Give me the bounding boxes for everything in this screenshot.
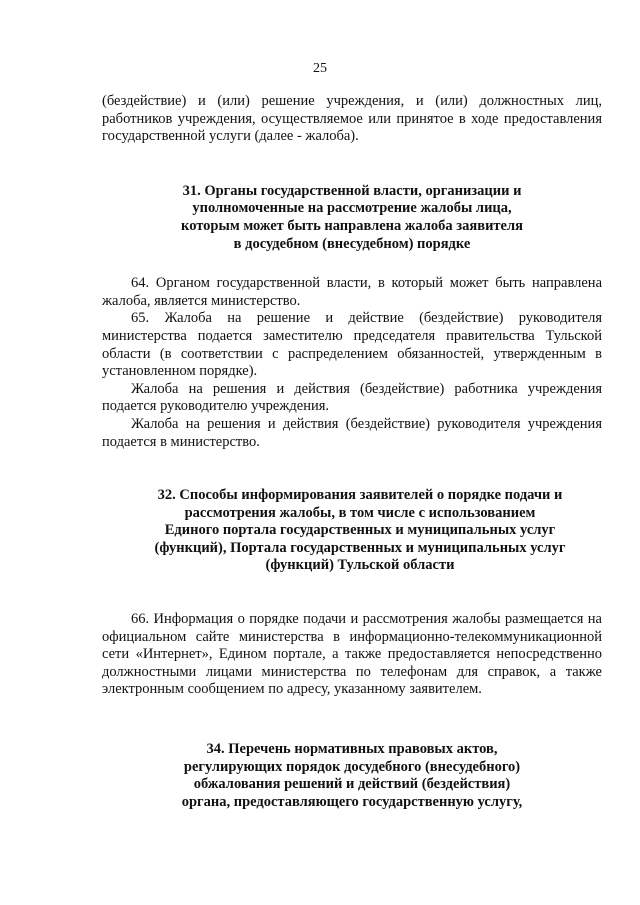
section-31-heading-line: уполномоченные на рассмотрение жалобы лица,	[192, 200, 512, 217]
section-34-heading-line: обжалования решений и действий (бездействия)	[193, 776, 511, 793]
section-31-heading-line: 31. Органы государственной власти, организации и	[182, 182, 522, 199]
section-32-heading-line: 32. Способы информирования заявителей о порядке подачи и	[157, 487, 563, 504]
section-31-heading-line: которым может быть направлена жалоба заявителя	[181, 217, 523, 234]
section-34-heading	[102, 741, 602, 811]
document-body	[102, 93, 602, 811]
paragraph-worker-complaint: Жалоба на решения и действия (бездействие) работника учреждения подается руководителю учреждения.	[102, 380, 602, 415]
section-34-heading-line: 34. Перечень нормативных правовых актов,	[206, 741, 498, 758]
intro-paragraph: (бездействие) и (или) решение учреждения, и (или) должностных лиц, работников учреждения, осуществляемое или принятое в ходе предоставления государственной услуги (далее - жалоба).	[102, 93, 602, 145]
section-32-heading-line: (функций) Тульской области	[265, 557, 455, 574]
section-31-heading-line: в досудебном (внесудебном) порядке	[233, 235, 471, 252]
paragraph-head-complaint: Жалоба на решения и действия (бездействие) руководителя учреждения подается в министерство.	[102, 415, 602, 450]
paragraph-65: 65. Жалоба на решение и действие (бездействие) руководителя министерства подается заместителю председателя правительства Тульской области (в соответствии с распределением обязанностей, утвержденным в установленном порядке).	[102, 310, 602, 380]
page-number: 25	[313, 61, 327, 76]
paragraph-66: 66. Информация о порядке подачи и рассмотрения жалобы размещается на официальном сайте министерства в информационно-телекоммуникационной сети «Интернет», Едином портале, а также предоставляется непосредственно должностными лицами министерства по телефонам для справок, а также электронным сообщением по адресу, указанному заявителем.	[102, 611, 602, 698]
section-31-heading	[102, 183, 602, 253]
section-34-heading-line: органа, предоставляющего государственную услугу,	[181, 793, 523, 810]
section-34-heading-line: регулирующих порядок досудебного (внесудебного)	[183, 758, 521, 775]
section-32-heading	[102, 487, 602, 575]
section-32-heading-line: (функций), Портала государственных и муниципальных услуг	[154, 539, 566, 556]
section-32-heading-line: Единого портала государственных и муниципальных услуг	[164, 522, 556, 539]
paragraph-64: 64. Органом государственной власти, в который может быть направлена жалоба, является министерство.	[102, 275, 602, 309]
section-32-heading-line: рассмотрения жалобы, в том числе с использованием	[184, 504, 536, 521]
